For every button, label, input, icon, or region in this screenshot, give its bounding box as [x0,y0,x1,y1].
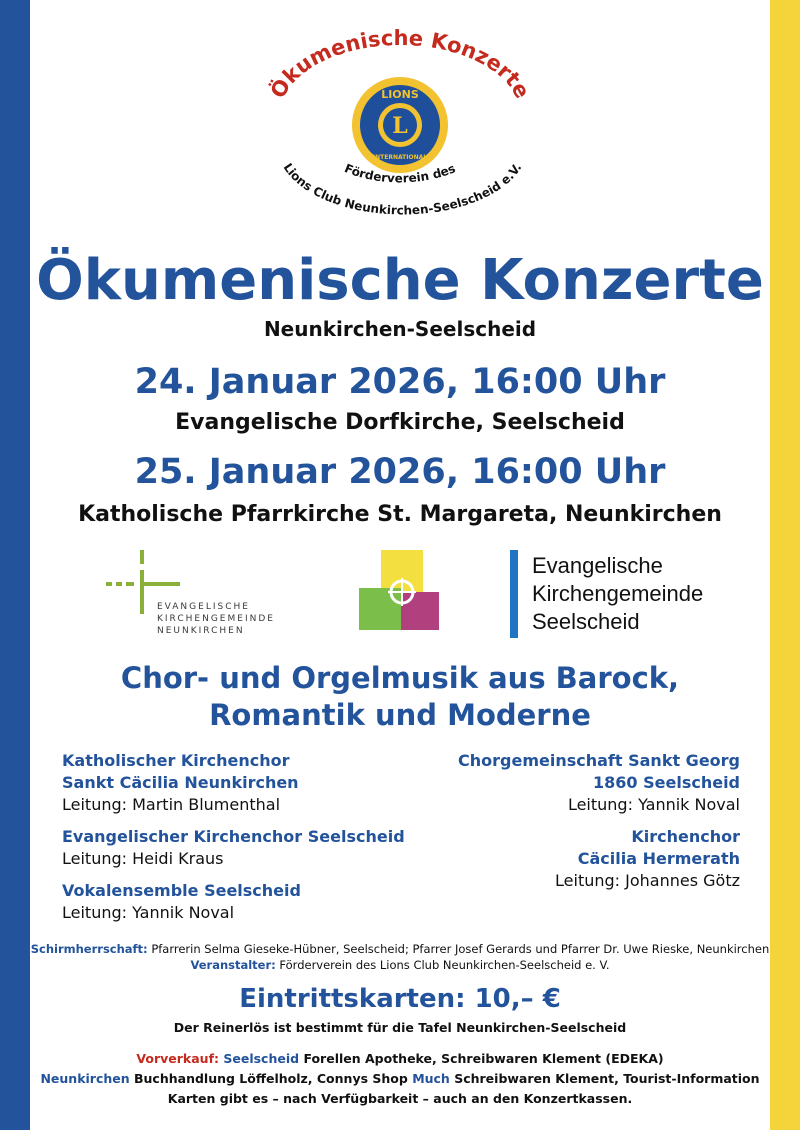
logo-arc-top: Ökumenische Konzerte [265,25,535,103]
logo-arc-bottom-2: Lions Club Neunkirchen-Seelscheid e.V. [280,160,525,218]
event-2-venue: Katholische Pfarrkirche St. Margareta, Neunkirchen [78,502,722,527]
choir-item [420,750,740,816]
presale-info [30,1049,770,1109]
choir-lead: Leitung: Yannik Noval [567,795,740,814]
presale-much-label: Much [412,1071,450,1086]
kg-neunkirchen-logo [100,548,300,638]
organizer-label: Veranstalter: [190,958,276,972]
kg-line-2: KIRCHENGEMEINDE [157,614,275,624]
presale-label: Vorverkauf: [136,1051,220,1066]
lions-club-logo [250,20,550,230]
catholic-parish-logo-icon [355,548,445,633]
choir-item [62,750,442,816]
kg-line-3: NEUNKIRCHEN [157,626,245,636]
lions-emblem-icon [250,20,550,230]
choir-name: Cäcilia Hermerath [577,849,740,868]
presale-neunkirchen-text: Buchhandlung Löffelholz, Connys Shop [134,1071,408,1086]
presale-neunkirchen-label: Neunkirchen [40,1071,130,1086]
choirs-left-column [62,750,442,934]
choir-name: Kirchenchor [631,827,740,846]
choir-name: Sankt Cäcilia Neunkirchen [62,773,299,792]
choir-lead: Leitung: Johannes Götz [555,871,740,890]
choir-name: Katholischer Kirchenchor [62,751,290,770]
emblem-bottom-text: INTERNATIONAL [372,154,428,161]
logo-bar [510,550,518,638]
logo-arc-bottom-1: Förderverein des [342,161,458,186]
right-yellow-stripe [770,0,800,1130]
event-2-date: 25. Januar 2026, 16:00 Uhr [134,452,666,492]
box-office-note: Karten gibt es – nach Verfügbarkeit – auch an den Konzertkassen. [167,1091,633,1106]
catholic-parish-logo [355,548,445,633]
proceeds-note: Der Reinerlös ist bestimmt für die Tafel Neunkirchen-Seelscheid [173,1020,627,1035]
choir-item [62,826,442,870]
choir-name: 1860 Seelscheid [593,773,740,792]
choir-lead: Leitung: Martin Blumenthal [62,795,281,814]
ev-line-1: Evangelische [532,553,663,578]
page-title: Ökumenische Konzerte [36,248,764,313]
choir-lead: Leitung: Yannik Noval [62,903,235,922]
page-subtitle: Neunkirchen-Seelscheid [263,317,537,341]
ev-seelscheid-logo [510,550,750,640]
organizer-text: Förderverein des Lions Club Neunkirchen-Seelscheid e. V. [279,958,610,972]
patron-info [30,941,770,973]
patron-text: Pfarrerin Selma Gieseke-Hübner, Seelscheid; Pfarrer Josef Gerards und Pfarrer Dr. Uwe Rieske, Neunkirchen [151,942,770,956]
ev-line-3: Seelscheid [532,609,640,634]
music-heading [30,660,770,734]
choirs-right-column [420,750,740,902]
left-blue-stripe [0,0,30,1130]
emblem-letter: L [392,113,408,139]
choir-lead: Leitung: Heidi Kraus [62,849,224,868]
choir-item [420,826,740,892]
presale-much-text: Schreibwaren Klement, Tourist-Information [454,1071,760,1086]
kg-line-1: EVANGELISCHE [157,602,250,612]
presale-seelscheid-text: Forellen Apotheke, Schreibwaren Klement (EDEKA) [303,1051,664,1066]
event-1-date: 24. Januar 2026, 16:00 Uhr [134,362,666,402]
emblem-top-text: LIONS [381,88,419,101]
patron-label: Schirmherrschaft: [30,942,148,956]
choir-item [62,880,442,924]
choir-name: Chorgemeinschaft Sankt Georg [458,751,740,770]
ev-line-2: Kirchengemeinde [532,581,704,606]
event-1-venue: Evangelische Dorfkirche, Seelscheid [175,410,625,435]
ticket-price: Eintrittskarten: 10,– € [239,984,561,1014]
music-heading-line-2: Romantik und Moderne [209,698,591,732]
choir-name: Vokalensemble Seelscheid [62,881,301,900]
choir-name: Evangelischer Kirchenchor Seelscheid [62,827,405,846]
presale-seelscheid-label: Seelscheid [223,1051,300,1066]
music-heading-line-1: Chor- und Orgelmusik aus Barock, [120,661,680,695]
